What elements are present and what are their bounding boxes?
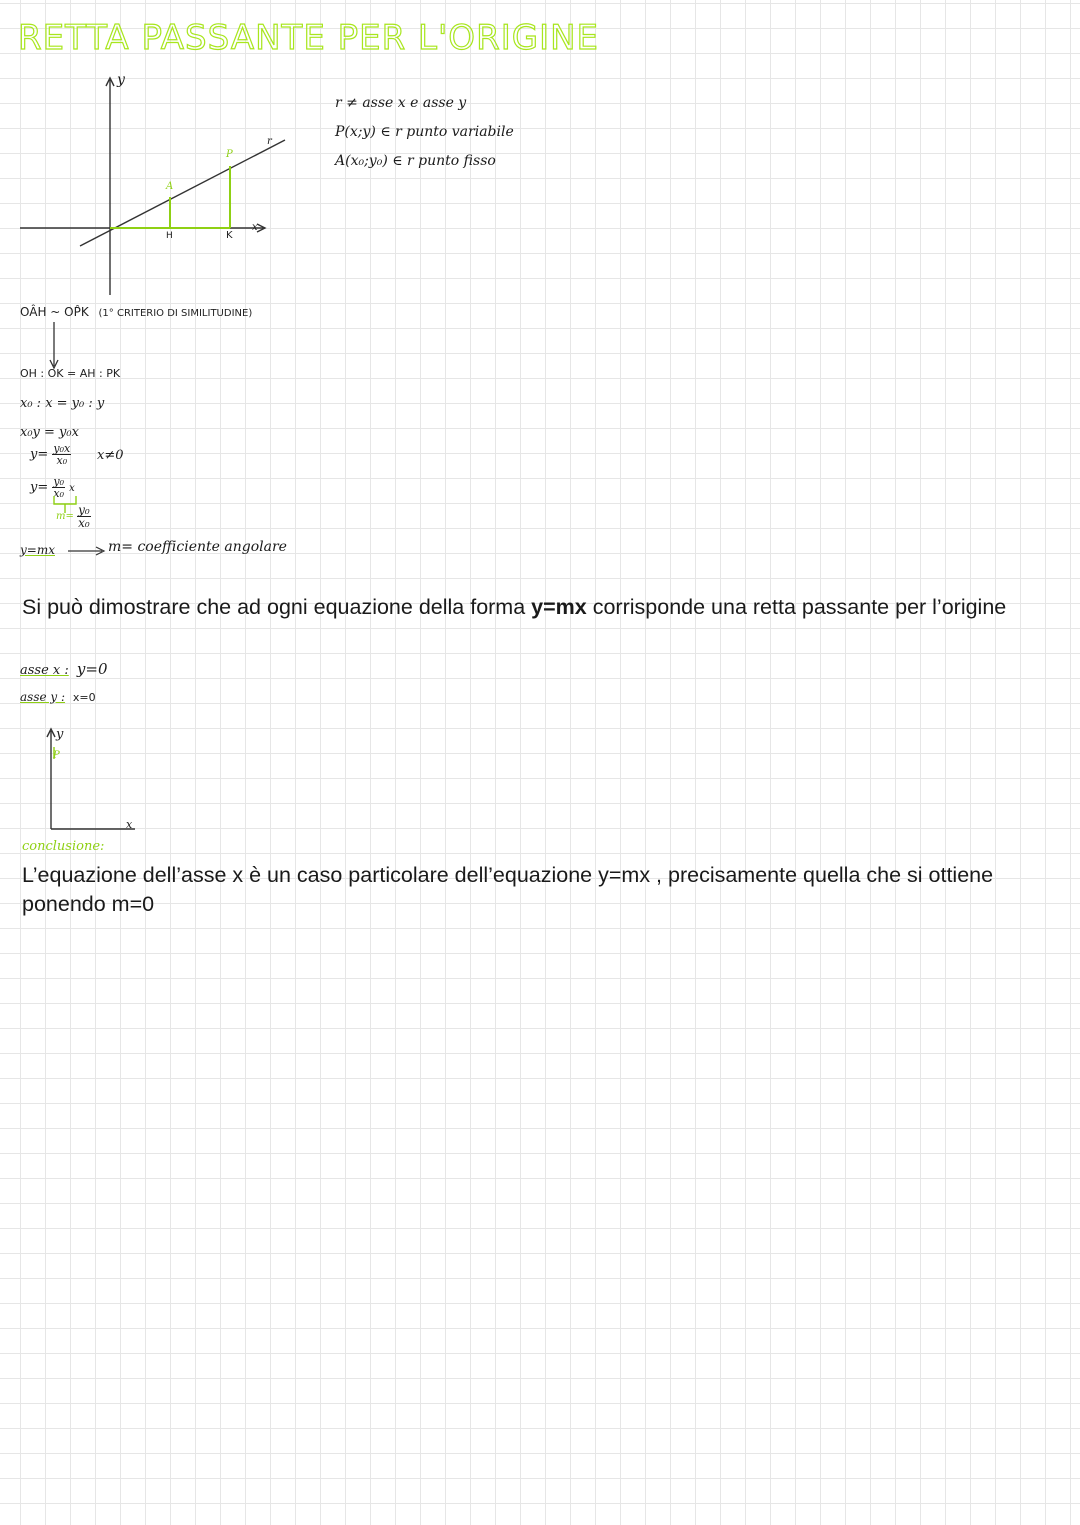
conclusion-label: conclusione: bbox=[22, 839, 105, 854]
note-line-1: r ≠ asse x e asse y bbox=[335, 95, 467, 111]
x-axis-equation bbox=[20, 660, 108, 678]
step-rewrite-y-tail: x bbox=[69, 483, 75, 494]
fraction-denominator: x₀ bbox=[56, 454, 68, 467]
right-arrow bbox=[68, 545, 108, 557]
point-h-label: H bbox=[166, 231, 173, 241]
similarity-triangles: OÂH ~ OP̂K bbox=[20, 305, 89, 319]
fraction-denominator: x₀ bbox=[53, 487, 65, 500]
conclusion-text: L’equazione dell’asse x è un caso particolare dell’equazione y=mx , precisamente quella che si ottiene ponendo m=0 bbox=[22, 863, 994, 916]
equation-y-mx: y=mx bbox=[20, 543, 55, 557]
point-k-label: K bbox=[226, 230, 233, 241]
step-proportion-coords: x₀ : x = y₀ : y bbox=[20, 396, 105, 411]
similarity-criterion: (1° CRITERIO DI SIMILITUDINE) bbox=[98, 308, 253, 319]
down-arrow bbox=[48, 322, 60, 372]
paragraph-y-mx-bold: y=mx bbox=[531, 595, 587, 619]
y-axis-equation-label: asse y : bbox=[20, 690, 66, 704]
line-r-label: r bbox=[267, 136, 272, 147]
point-a-label: A bbox=[166, 181, 174, 192]
fraction-numerator: y₀ bbox=[78, 503, 90, 517]
note-line-2: P(x;y) ∈ r punto variabile bbox=[335, 124, 514, 140]
similarity-statement bbox=[20, 305, 252, 319]
paragraph-y-mx bbox=[22, 593, 1052, 622]
axis2-y-label: y bbox=[56, 727, 64, 742]
paragraph-y-mx-post: corrisponde una retta passante per l’origine bbox=[586, 595, 1007, 619]
fraction-y0x-over-x0 bbox=[52, 443, 71, 466]
m-definition: m= coefficiente angolare bbox=[108, 539, 287, 555]
fraction-denominator: x₀ bbox=[78, 516, 90, 530]
fraction-m bbox=[77, 504, 91, 529]
y-axis-label: y bbox=[117, 72, 125, 88]
x-axis-equation-label: asse x : bbox=[20, 663, 69, 678]
x-axis-label: x bbox=[252, 222, 258, 233]
axis2-x-label: x bbox=[126, 818, 133, 831]
x-axis-equation-value: y=0 bbox=[76, 660, 108, 678]
step-proportion-segments: OH : OK = AH : PK bbox=[20, 367, 121, 380]
step-rewrite-y-lhs: y= bbox=[30, 480, 49, 495]
step-solve-y-lhs: y= bbox=[30, 447, 49, 462]
similarity-diagram bbox=[0, 60, 320, 300]
point-p-label: P bbox=[226, 149, 233, 160]
page-title: RETTA PASSANTE PER L'ORIGINE bbox=[18, 18, 600, 58]
axis2-point-p: P bbox=[53, 750, 60, 761]
fraction-numerator: y₀ bbox=[53, 475, 65, 488]
y-axis-equation bbox=[20, 690, 96, 704]
note-line-3: A(x₀;y₀) ∈ r punto fisso bbox=[335, 153, 496, 169]
step-solve-y bbox=[30, 443, 71, 466]
condition-x-not-zero: x≠0 bbox=[97, 448, 124, 463]
fraction-numerator: y₀x bbox=[53, 442, 71, 455]
paragraph-y-mx-pre: Si può dimostrare che ad ogni equazione della forma bbox=[22, 595, 532, 619]
y-axis-equation-value: x=0 bbox=[72, 691, 96, 704]
step-define-m bbox=[56, 504, 91, 529]
step-cross-product: x₀y = y₀x bbox=[20, 425, 79, 440]
step-define-m-lhs: m= bbox=[56, 511, 74, 522]
